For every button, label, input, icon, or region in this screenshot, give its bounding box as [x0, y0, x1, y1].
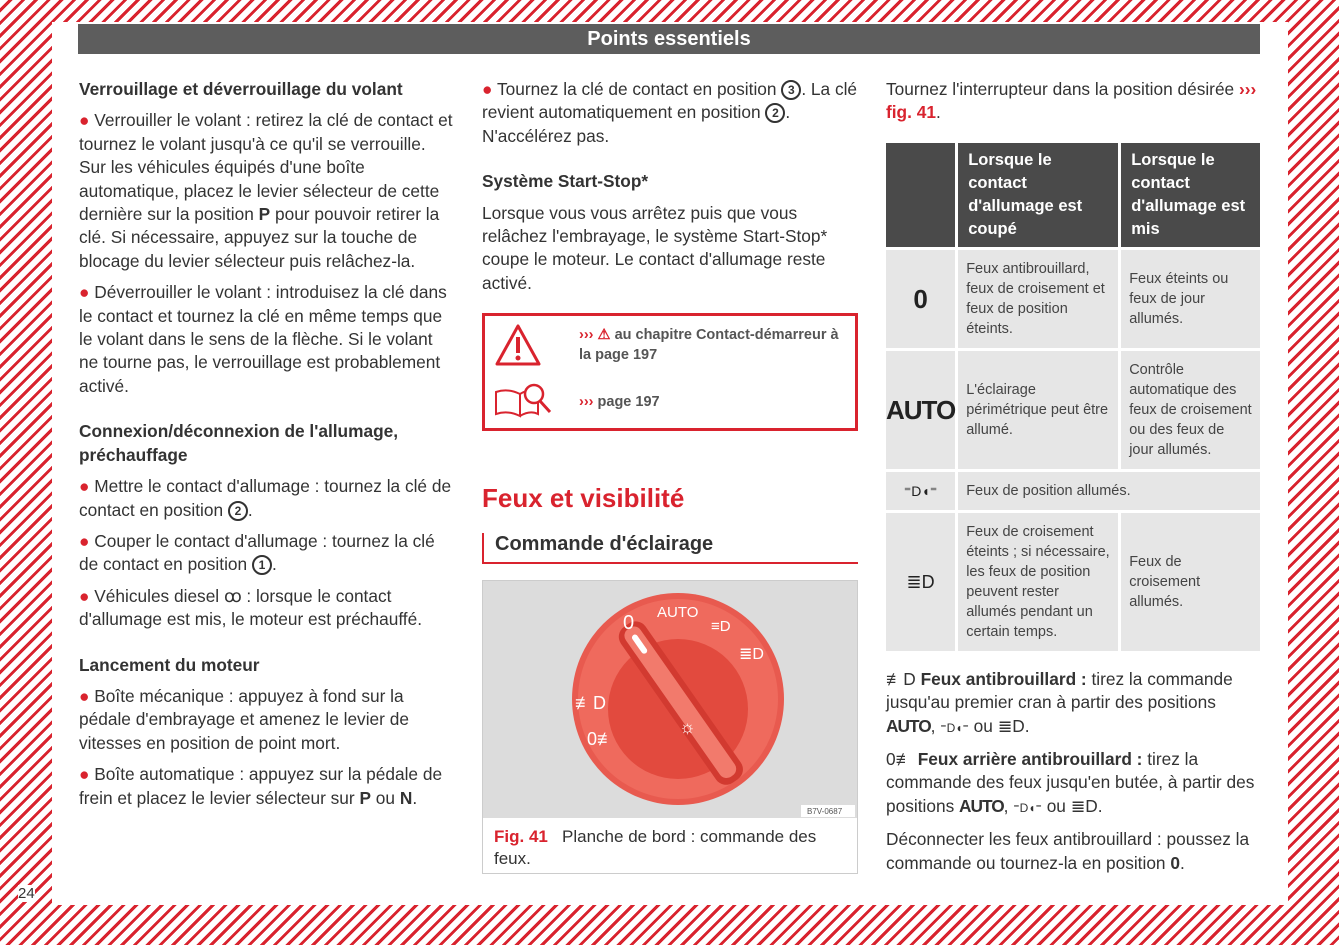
svg-text:0≢: 0≢: [587, 729, 616, 750]
position-lights-icon: ⁼D◖⁼: [886, 472, 955, 510]
section-title: Système Start-Stop*: [482, 171, 649, 192]
table-row: 0 Feux antibrouillard, feux de croisement et feux de position éteints. Feux éteints ou feux de jour allumés.: [886, 250, 1260, 348]
figure-41: [482, 580, 858, 874]
bullet: ● Couper le contact d'allumage : tournez la clé de contact en position 1 .: [79, 530, 435, 575]
position-number: 2: [228, 501, 248, 521]
page-number: 24: [18, 885, 35, 902]
light-switch-image: [483, 581, 857, 818]
svg-text:≣D: ≣D: [739, 646, 764, 664]
svg-text:AUTO: AUTO: [657, 604, 699, 622]
figure-caption: Fig. 41 Planche de bord : commande des feux.: [494, 827, 817, 869]
column-1: [79, 78, 454, 832]
svg-text:B7V-0687: B7V-0687: [807, 807, 843, 817]
section-heading: Commande d'éclairage: [482, 533, 858, 564]
paragraph: Déconnecter les feux antibrouillard : poussez la commande ou tournez-la en position 0.: [886, 829, 1250, 873]
reference-box: [482, 313, 858, 431]
section-title: Connexion/déconnexion de l'allumage, préchauffage: [79, 421, 399, 465]
bullet: ● Déverrouiller le volant : introduisez la clé dans le contact et tournez la clé en même temps que le volant dans le sens de la flèche. Si le volant ne tourne pas, le verrouillage est probablement activé.: [79, 282, 447, 396]
bullet: ● Mettre le contact d'allumage : tournez la clé de contact en position 2 .: [79, 476, 452, 520]
section-title: Verrouillage et déverrouillage du volant: [79, 79, 403, 99]
fog-light-icon: ≢D: [886, 668, 916, 689]
svg-text:☼: ☼: [679, 717, 696, 738]
svg-text:0: 0: [623, 612, 635, 635]
position-number: 1: [252, 555, 272, 575]
column-2: [482, 78, 858, 874]
book-search-icon: [494, 380, 556, 420]
paragraph: Tournez l'interrupteur dans la position désirée ››› fig. 41.: [886, 79, 1257, 123]
warning-reference[interactable]: ››› ⚠ au chapitre Contact-démarreur à la page 197: [579, 327, 839, 364]
bullet: ● Tournez la clé de contact en position 3 . La clé revient automatiquement en position 2 . N'accélérez pas.: [482, 79, 858, 146]
column-3: [886, 78, 1260, 883]
page-reference[interactable]: ››› page 197: [579, 394, 660, 411]
preheat-icon: ꝏ: [223, 585, 242, 606]
paragraph: 0≢ Feux arrière antibrouillard : tirez la commande des feux jusqu'en butée, à partir des positions AUTO, ⁼D◖⁼ ou ≣D.: [886, 749, 1255, 816]
bullet: ● Boîte automatique : appuyez sur la pédale de frein et placez le levier sélecteur sur P ou N.: [79, 764, 443, 808]
table-row: ⁼D◖⁼ Feux de position allumés.: [886, 472, 1260, 510]
page-header: Points essentiels: [78, 24, 1260, 54]
svg-text:≡D: ≡D: [711, 618, 731, 636]
section-title: Lancement du moteur: [79, 654, 260, 675]
table-row: AUTO L'éclairage périmétrique peut être allumé. Contrôle automatique des feux de croisement ou des feux de jour allumés.: [886, 351, 1260, 469]
bullet: ● Verrouiller le volant : retirez la clé de contact et tournez le volant jusqu'à ce qu'il se verrouille. Sur les véhicules équipés d'une boîte automatique, placez le levier sélecteur de cette dernière sur la position P pour pouvoir retirer la clé. Si nécessaire, appuyez sur la touche de blocage du levier sélecteur puis relâchez-la.: [79, 110, 453, 271]
light-switch-table: Lorsque le contact d'allumage est coupé Lorsque le contact d'allumage est mis 0 Feux antibrouillard, feux de croisement et feux de position éteints. Feux éteints ou feux de jour allumés. AUTO L'éclairage périmétrique peut être allumé. Contrôle automatique des feux de croisement ou des feux de jour allumés. ⁼D◖⁼ Feux de position allumés. ≣D Feux de croisement éteints ; si nécessaire, les feux de position peuvent rester allumés pendant un certain temps. Feux de croisement allumés.: [883, 140, 1263, 654]
chapter-title: Feux et visibilité: [482, 483, 685, 514]
figure-link[interactable]: ››› fig. 41: [886, 79, 1257, 123]
paragraph: Lorsque vous vous arrêtez puis que vous relâchez l'embrayage, le système Start-Stop* coupe le moteur. Le contact d'allumage reste activé.: [482, 202, 828, 293]
table-row: ≣D Feux de croisement éteints ; si nécessaire, les feux de position peuvent rester allumés pendant un certain temps. Feux de croisement allumés.: [886, 513, 1260, 651]
paragraph: ≢D Feux antibrouillard : tirez la commande jusqu'au premier cran à partir des positions AUTO, ⁼D◖⁼ ou ≣D.: [886, 668, 1233, 736]
rear-fog-light-icon: 0≢: [886, 749, 913, 770]
low-beam-icon: ≣D: [886, 513, 955, 651]
bullet: ● Boîte mécanique : appuyez à fond sur la pédale d'embrayage et amenez le levier de vitesses en position de point mort.: [79, 685, 409, 753]
warning-icon: [494, 323, 542, 367]
bullet: ● Véhicules diesel ꝏ : lorsque le contact d'allumage est mis, le moteur est préchauffé.: [79, 585, 423, 630]
svg-text:≢D: ≢D: [575, 693, 606, 714]
